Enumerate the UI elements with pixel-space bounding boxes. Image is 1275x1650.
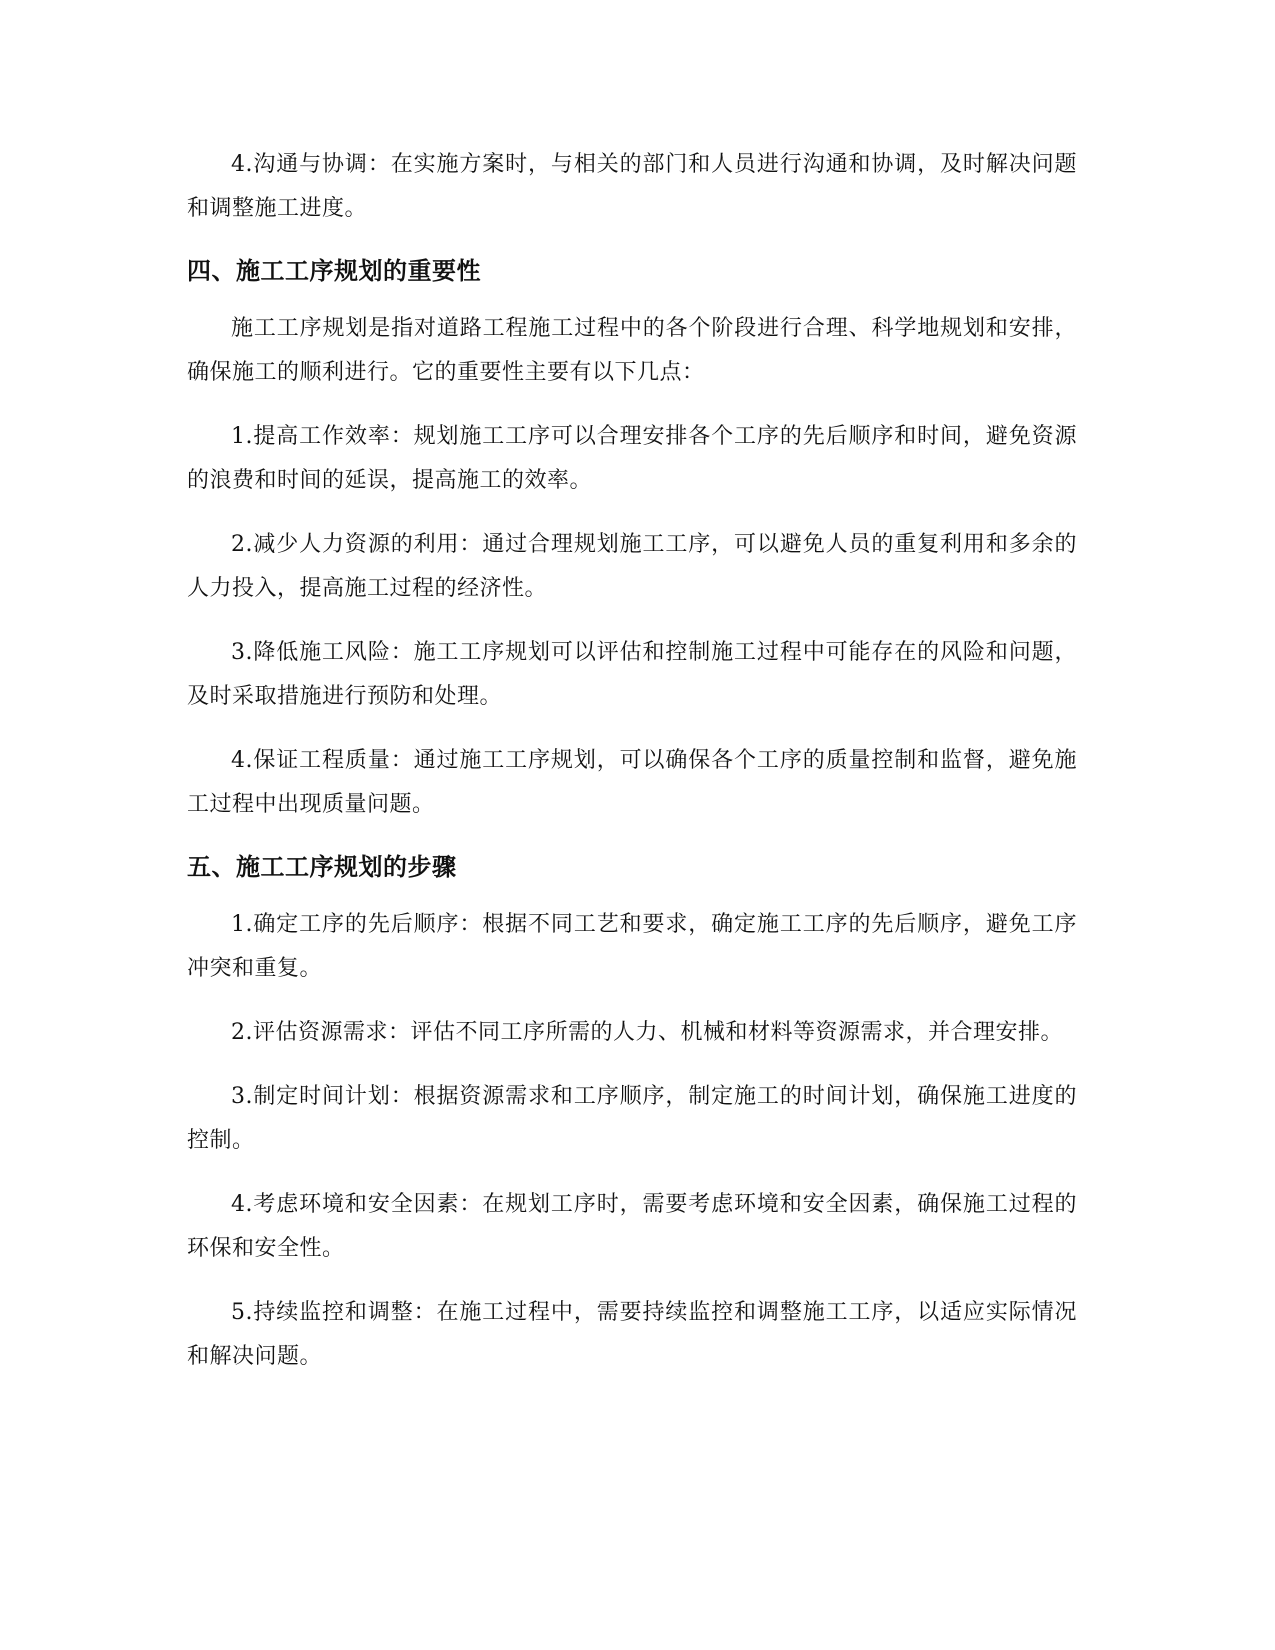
paragraph-human-resources: 2.减少人力资源的利用：通过合理规划施工工序，可以避免人员的重复利用和多余的人力投入，提高施工过程的经济性。 [187,532,1077,601]
document-body [187,143,1077,1399]
paragraph-step-schedule: 3.制定时间计划：根据资源需求和工序顺序，制定施工的时间计划，确保施工进度的控制。 [187,1084,1077,1153]
paragraph-step-order: 1.确定工序的先后顺序：根据不同工艺和要求，确定施工工序的先后顺序，避免工序冲突和重复。 [187,912,1077,981]
paragraph-step-safety: 4.考虑环境和安全因素：在规划工序时，需要考虑环境和安全因素，确保施工过程的环保和安全性。 [187,1192,1077,1261]
paragraph-importance-intro: 施工工序规划是指对道路工程施工过程中的各个阶段进行合理、科学地规划和安排，确保施工的顺利进行。它的重要性主要有以下几点： [187,316,1077,385]
paragraph-risk: 3.降低施工风险：施工工序规划可以评估和控制施工过程中可能存在的风险和问题，及时采取措施进行预防和处理。 [187,640,1077,709]
paragraph-communication: 4.沟通与协调：在实施方案时，与相关的部门和人员进行沟通和协调，及时解决问题和调整施工进度。 [187,152,1077,221]
paragraph-efficiency: 1.提高工作效率：规划施工工序可以合理安排各个工序的先后顺序和时间，避免资源的浪费和时间的延误，提高施工的效率。 [187,424,1077,493]
section-heading-steps: 五、施工工序规划的步骤 [187,853,457,881]
section-heading-importance: 四、施工工序规划的重要性 [187,257,481,285]
paragraph-step-resources: 2.评估资源需求：评估不同工序所需的人力、机械和材料等资源需求，并合理安排。 [231,1020,1063,1045]
paragraph-quality: 4.保证工程质量：通过施工工序规划，可以确保各个工序的质量控制和监督，避免施工过程中出现质量问题。 [187,748,1077,817]
paragraph-step-monitoring: 5.持续监控和调整：在施工过程中，需要持续监控和调整施工工序，以适应实际情况和解决问题。 [187,1300,1077,1369]
